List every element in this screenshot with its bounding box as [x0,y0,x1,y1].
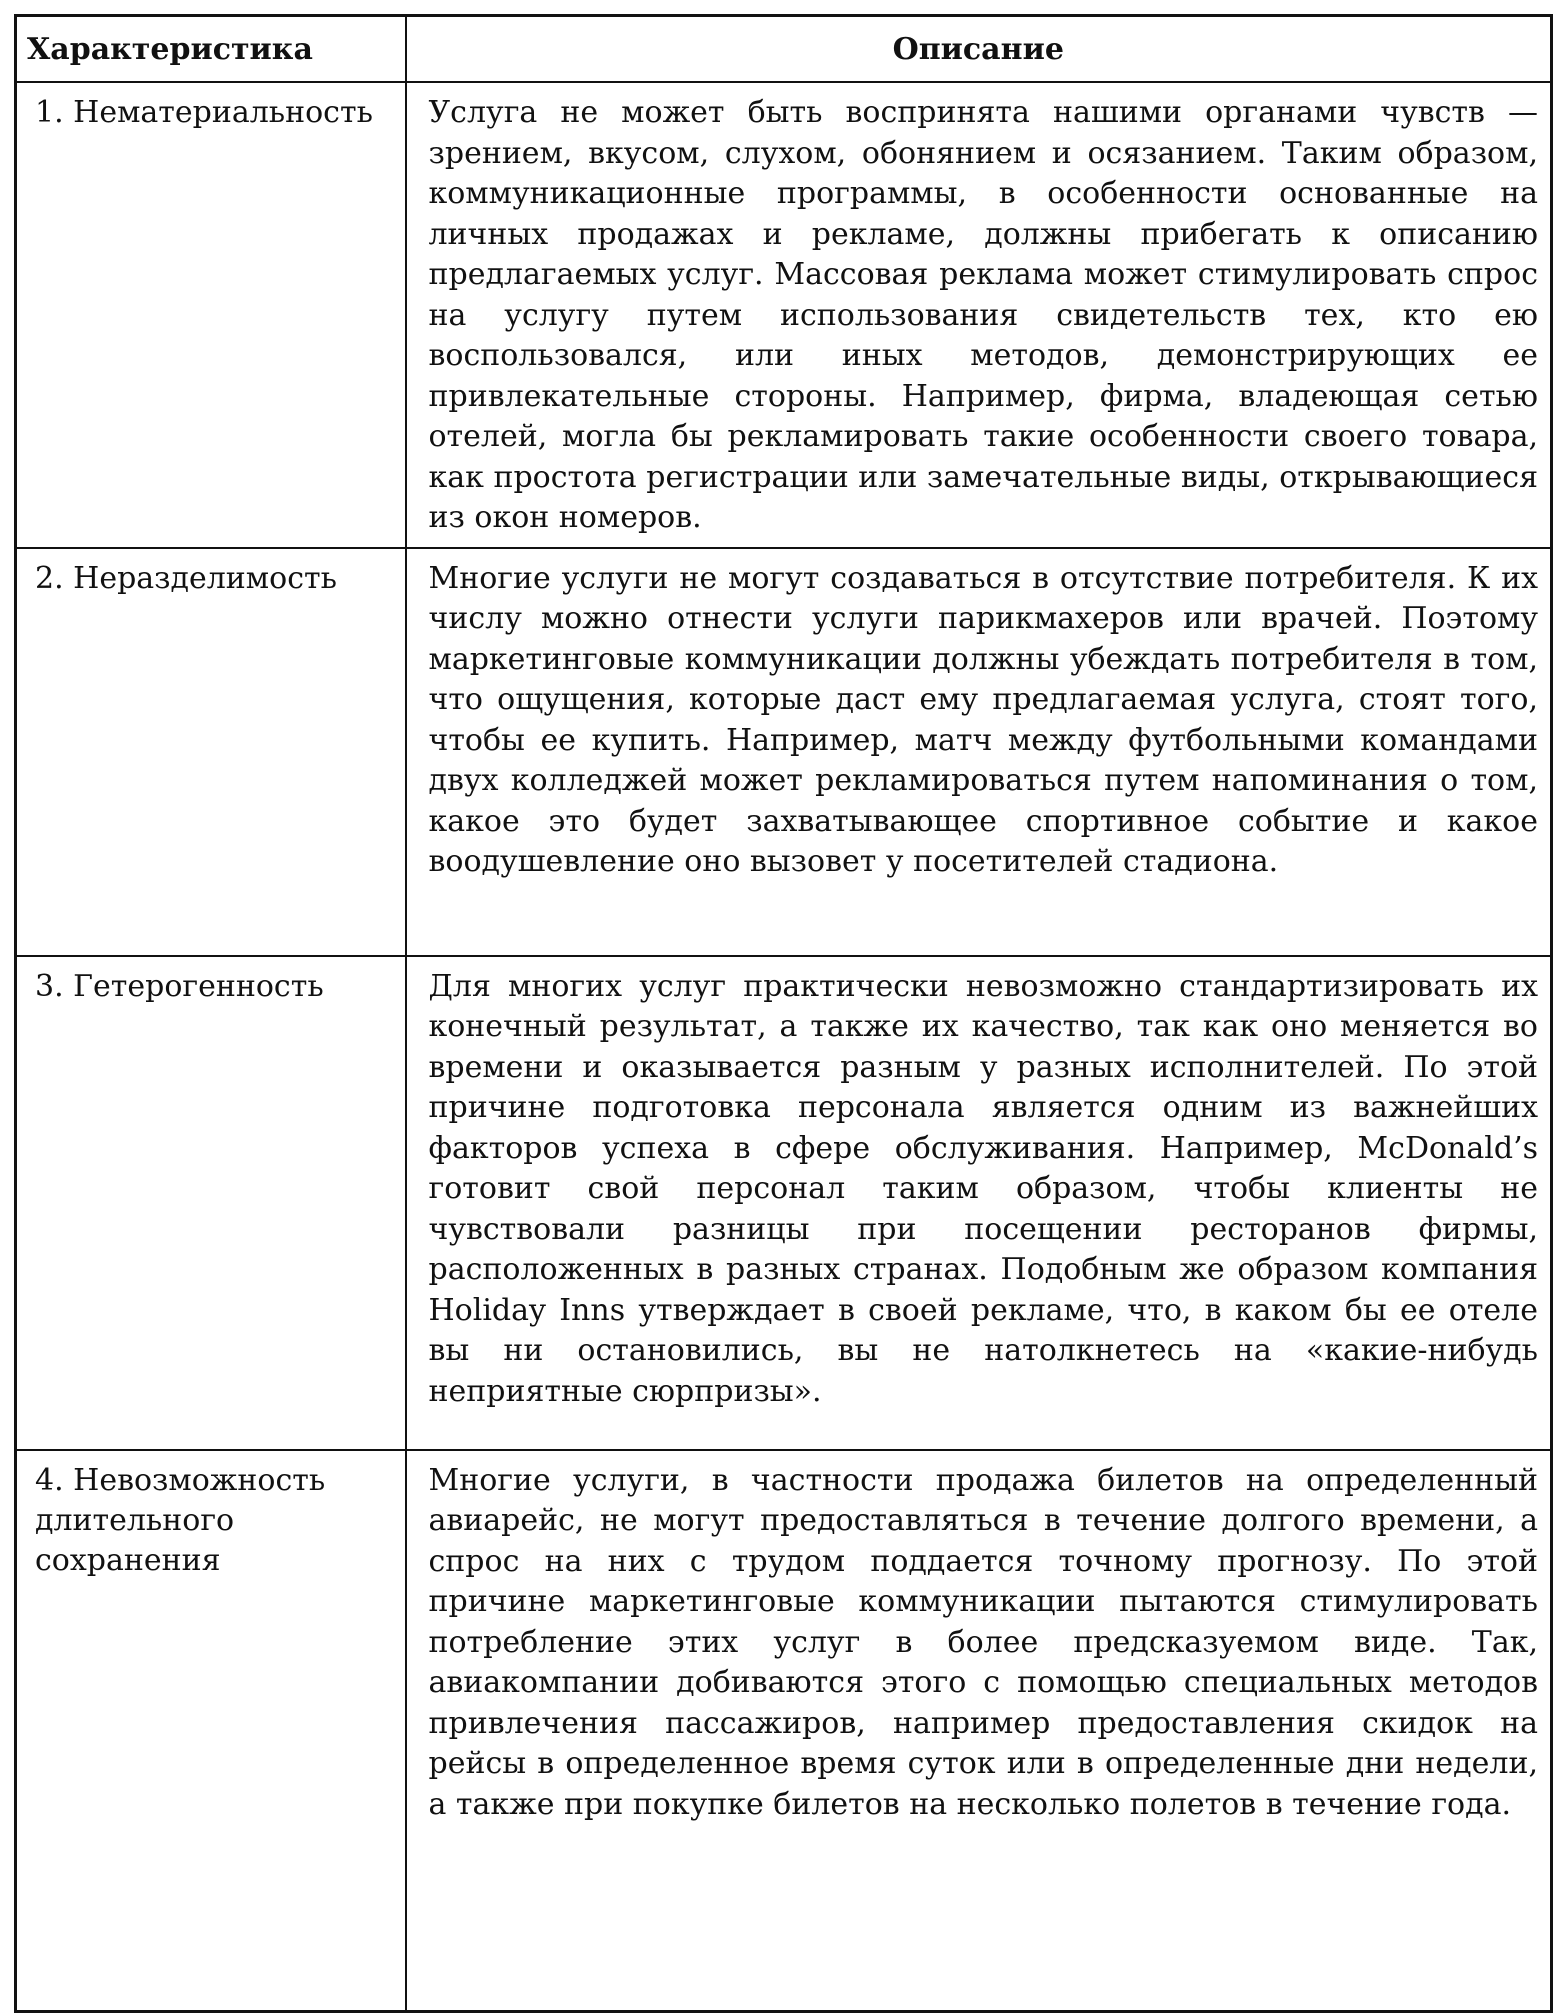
characteristic-cell: 1. Нематериальность [16,82,406,548]
service-characteristics-table [14,14,1553,2013]
page [14,14,1550,1990]
table-row [16,82,1552,548]
table-row [16,1450,1552,2012]
table-row [16,548,1552,956]
description-cell [406,1450,1552,2012]
table-body [16,82,1552,2012]
header-description: Описание [406,16,1552,83]
characteristic-cell: 3. Гетерогенность [16,956,406,1450]
characteristic-cell: 4. Невозможность длительного сохранения [16,1450,406,2012]
description-cell [406,956,1552,1450]
description-cell [406,82,1552,548]
characteristic-cell: 2. Неразделимость [16,548,406,956]
description-text: Многие услуги, в частности продажа билетов на определенный авиарейс, не могут предоставляться в течение долгого времени, а спрос на них с трудом поддается точному прогнозу. По этой причине маркетинговые коммуникации пытаются стимулировать потребление этих услуг в более предсказуемом виде. Так, авиакомпании добиваются этого с помощью специальных методов привлечения пассажиров, например предоставления скидок на рейсы в определенное время суток или в определенные дни недели, а также при покупке билетов на несколько полетов в течение года. [428,1462,1538,1822]
table-row [16,956,1552,1450]
table-header [16,16,1552,83]
description-cell [406,548,1552,956]
description-text: Многие услуги не могут создаваться в отсутствие потребителя. К их числу можно отнести услуги парикмахеров или врачей. Поэтому маркетинговые коммуникации должны убеждать потребителя в том, что ощущения, которые даст ему предлагаемая услуга, стоят того, чтобы ее купить. Например, матч между футбольными командами двух колледжей может рекламироваться путем напоминания о том, какое это будет захватывающее спортивное событие и какое воодушевление оно вызовет у посетителей стадиона. [428,560,1538,879]
header-characteristic: Характеристика [16,16,406,83]
description-text: Для многих услуг практически невозможно стандартизировать их конечный результат, а также их качество, так как оно меняется во времени и оказывается разным у разных исполнителей. По этой причине подготовка персонала является одним из важнейших факторов успеха в сфере обслуживания. Например, McDonald’s готовит свой персонал таким образом, чтобы клиенты не чувствовали разницы при посещении ресторанов фирмы, расположенных в разных странах. Подобным же образом компания Holiday Inns утверждает в своей рекламе, что, в каком бы ее отеле вы ни остановились, вы не натолкнетесь на «какие-нибудь неприятные сюрпризы». [428,968,1538,1409]
header-row [16,16,1552,83]
description-text: Услуга не может быть воспринята нашими органами чувств — зрением, вкусом, слухом, обонянием и осязанием. Таким образом, коммуникационные программы, в особенности основанные на личных продажах и рекламе, должны прибегать к описанию предлагаемых услуг. Массовая реклама может стимулировать спрос на услугу путем использования свидетельств тех, кто ею воспользовался, или иных методов, демонстрирующих ее привлекательные стороны. Например, фирма, владеющая сетью отелей, могла бы рекламировать такие особенности своего товара, как простота регистрации или замечательные виды, открывающиеся из окон номеров. [428,95,1538,535]
